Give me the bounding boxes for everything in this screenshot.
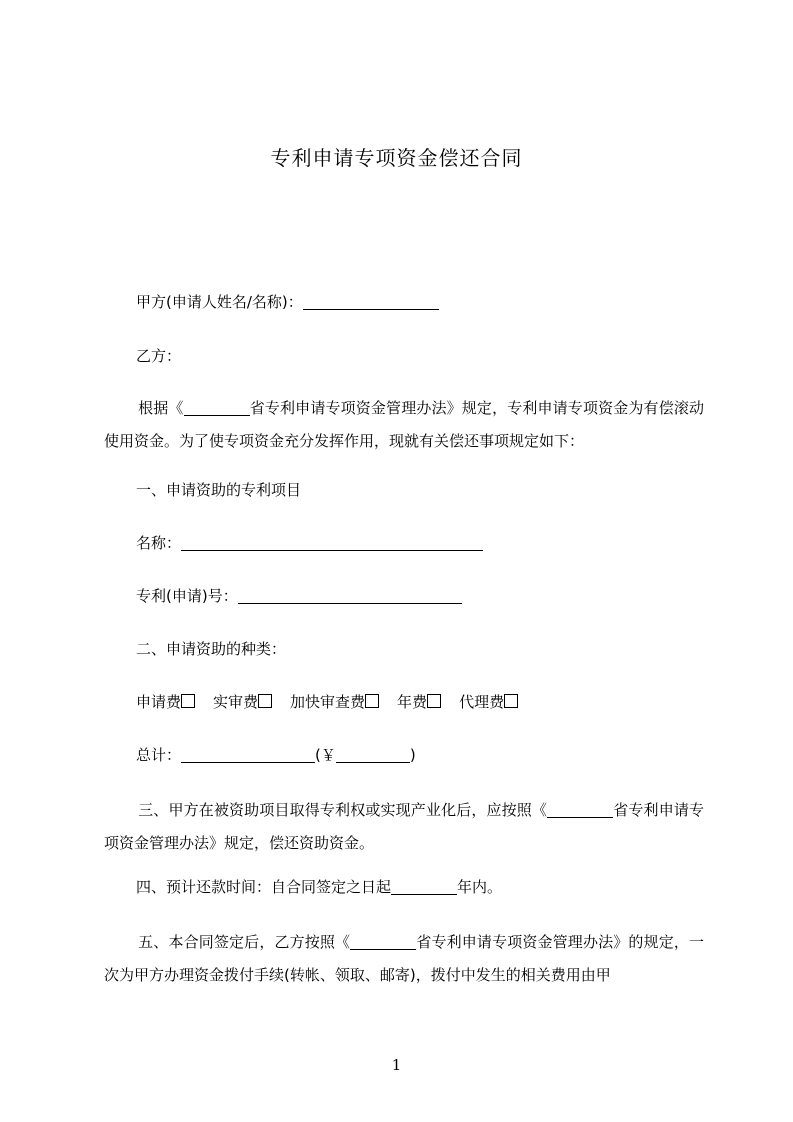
patent-number-blank (238, 587, 462, 604)
intro-paragraph (104, 392, 704, 458)
total-paren-open: (￥ (315, 746, 336, 764)
patent-number-label: 专利(申请)号： (136, 587, 238, 605)
checkbox-application-fee[interactable] (181, 694, 195, 708)
intro-text-2: 省专利申请专项资金管理办法》规定，专利申请专项资金为有偿滚动使用资金。为了使专项资金充分发挥作用，现就有关偿还事项规定如下： (104, 399, 704, 450)
party-b-line (136, 345, 181, 367)
project-name-line (136, 532, 483, 554)
fee-type-annual: 年费 (397, 693, 428, 711)
fee-type-expedited: 加快审查费 (290, 693, 366, 711)
party-a-blank (303, 293, 439, 310)
section-5-province-blank (350, 933, 416, 950)
section-5-paragraph (104, 926, 704, 992)
party-a-label: 甲方(申请人姓名/名称)： (136, 293, 303, 311)
party-a-line (136, 291, 439, 313)
checkbox-expedited-fee[interactable] (365, 694, 379, 708)
party-b-label: 乙方： (136, 347, 182, 365)
fee-type-row (136, 691, 518, 713)
intro-text-1: 根据《 (138, 399, 184, 417)
section-5-text-1: 五、本合同签定后，乙方按照《 (138, 933, 351, 951)
page-number: 1 (391, 1056, 402, 1074)
section-4-text-1: 四、预计还款时间：自合同签定之日起 (136, 878, 392, 896)
intro-province-blank (184, 399, 250, 416)
total-line (136, 744, 416, 766)
section-2-heading: 二、申请资助的种类： (136, 640, 287, 658)
section-3-paragraph (104, 794, 704, 860)
section-3-text-2: 省专利申请专项资金管理办法》规定，偿还资助资金。 (104, 801, 704, 852)
fee-type-application: 申请费 (136, 693, 182, 711)
section-4-line (136, 876, 502, 898)
checkbox-agency-fee[interactable] (504, 694, 518, 708)
checkbox-annual-fee[interactable] (427, 694, 441, 708)
patent-number-line (136, 585, 462, 607)
checkbox-examination-fee[interactable] (258, 694, 272, 708)
project-name-label: 名称： (136, 534, 182, 552)
contract-title: 专利申请专项资金偿还合同 (270, 146, 523, 170)
total-yuan-blank (336, 746, 410, 763)
section-1-heading: 一、申请资助的专利项目 (136, 481, 302, 499)
section-3-text-1: 三、甲方在被资助项目取得专利权或实现产业化后，应按照《 (138, 801, 548, 819)
section-5-text-2: 省专利申请专项资金管理办法》的规定，一次为甲方办理资金拨付手续(转帐、领取、邮寄)，拨付中发生的相关费用由甲 (104, 933, 704, 984)
fee-type-agency: 代理费 (459, 693, 505, 711)
total-blank (181, 746, 315, 763)
total-label: 总计： (136, 746, 182, 764)
repayment-years-blank (391, 878, 457, 895)
fee-type-examination: 实审费 (213, 693, 259, 711)
project-name-blank (181, 534, 483, 551)
total-paren-close: ) (409, 746, 416, 764)
section-3-province-blank (547, 801, 613, 818)
section-4-text-2: 年内。 (457, 878, 503, 896)
